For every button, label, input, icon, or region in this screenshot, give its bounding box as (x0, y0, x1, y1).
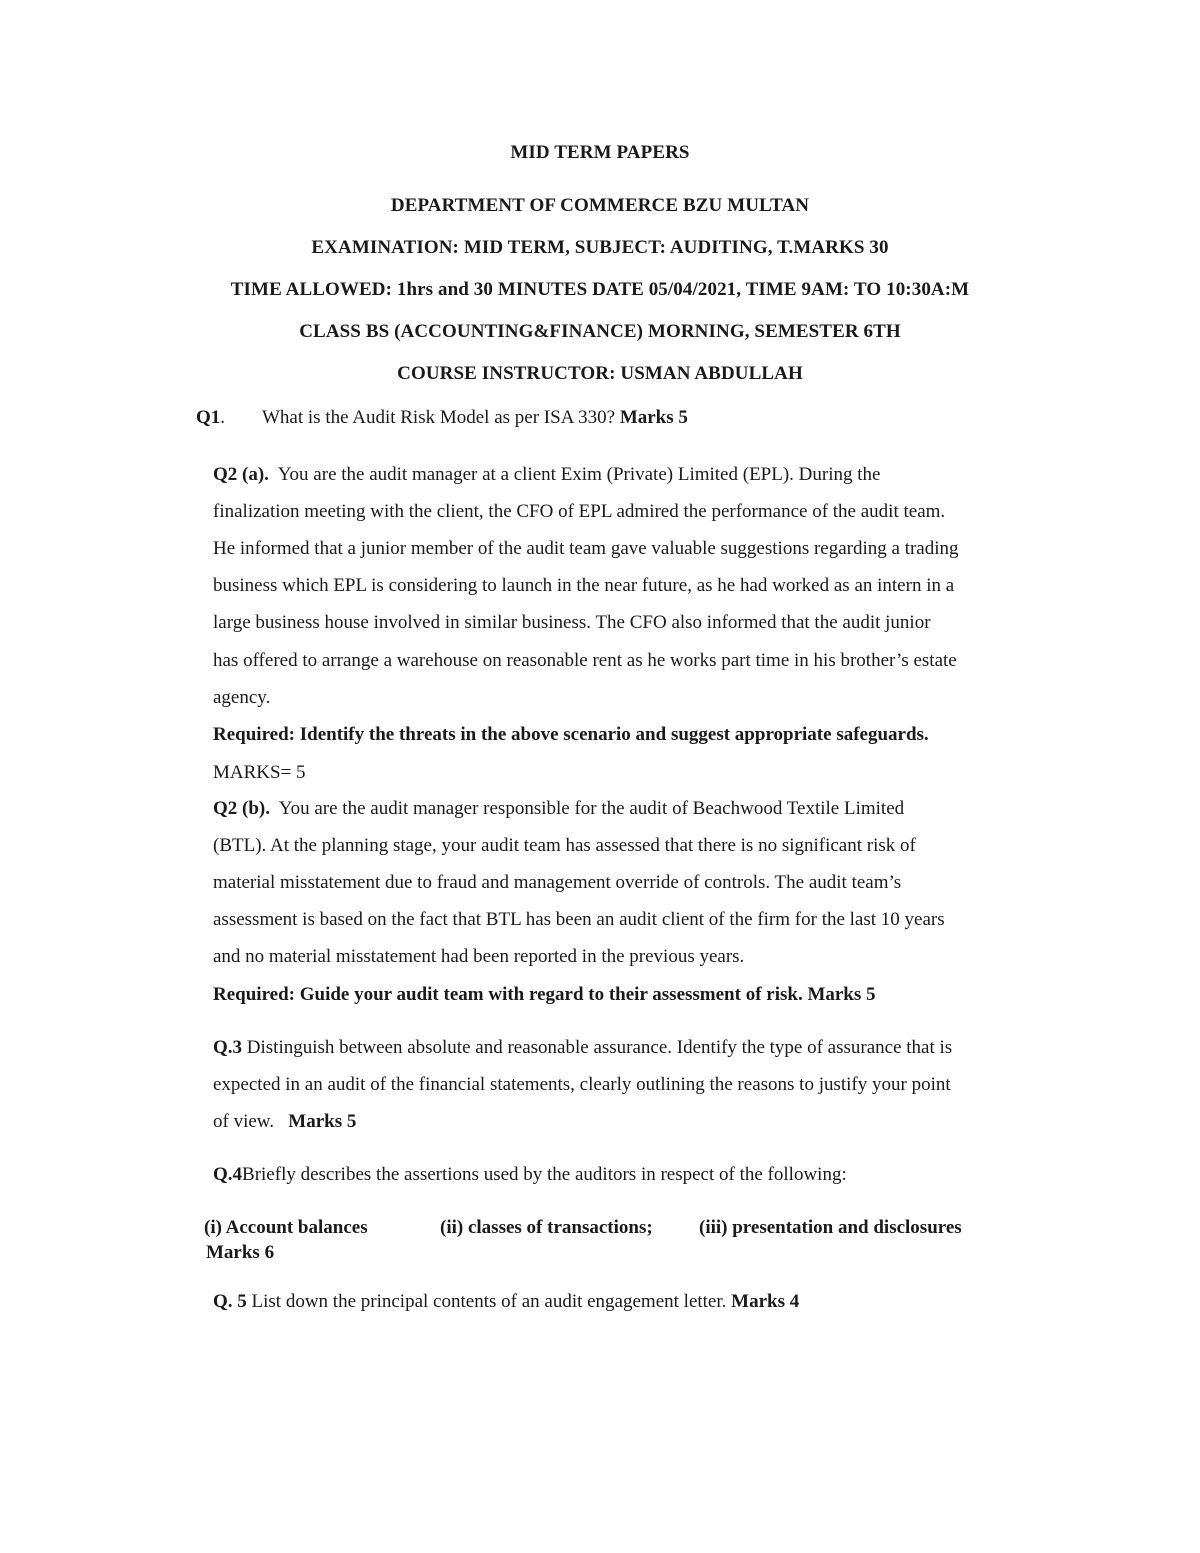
q2b-line: assessment is based on the fact that BTL has been an audit client of the firm for the last 10 years (213, 909, 945, 930)
class-line: CLASS BS (ACCOUNTING&FINANCE) MORNING, SEMESTER 6TH (299, 321, 901, 342)
q3-line: expected in an audit of the financial statements, clearly outlining the reasons to justify your point (213, 1074, 951, 1095)
q5-label: Q. 5 (213, 1291, 247, 1312)
instructor-line: COURSE INSTRUCTOR: USMAN ABDULLAH (397, 363, 803, 384)
q4-label: Q.4 (213, 1164, 243, 1185)
q2a-line: large business house involved in similar business. The CFO also informed that the audit junior (213, 612, 931, 633)
q4-marks: Marks 6 (206, 1242, 275, 1263)
q2b-line: material misstatement due to fraud and management override of controls. The audit team’s (213, 872, 902, 893)
q2b-required: Required: Guide your audit team with regard to their assessment of risk. Marks 5 (213, 984, 876, 1005)
q3-last-line (213, 1111, 356, 1133)
q1-dot: . (220, 407, 226, 428)
q1-label-wrap (196, 407, 225, 429)
q2b-line: You are the audit manager responsible for the audit of Beachwood Textile Limited (278, 798, 905, 819)
q2a-line: finalization meeting with the client, the CFO of EPL admired the performance of the audit team. (213, 501, 946, 522)
q2b-first-line (213, 798, 904, 820)
q1-question (262, 407, 688, 429)
q2a-line: business which EPL is considering to launch in the near future, as he had worked as an intern in a (213, 575, 955, 596)
q4-line (213, 1164, 847, 1186)
q5-marks: Marks 4 (731, 1291, 800, 1312)
q2a-line: has offered to arrange a warehouse on reasonable rent as he works part time in his brother’s estate (213, 650, 957, 671)
q3-label: Q.3 (213, 1037, 243, 1058)
q3-marks: Marks 5 (288, 1111, 357, 1132)
q1-label: Q1 (196, 407, 221, 428)
q2a-line: He informed that a junior member of the audit team gave valuable suggestions regarding a trading (213, 538, 959, 559)
q1-text: What is the Audit Risk Model as per ISA 330? (262, 407, 616, 428)
examination-line: EXAMINATION: MID TERM, SUBJECT: AUDITING, T.MARKS 30 (311, 237, 889, 258)
q2a-required: Required: Identify the threats in the above scenario and suggest appropriate safeguards. (213, 724, 929, 745)
q3-line: Distinguish between absolute and reasonable assurance. Identify the type of assurance that is (246, 1037, 953, 1058)
q2a-marks: MARKS= 5 (213, 762, 306, 783)
q2a-line: agency. (213, 687, 271, 708)
q5-text: List down the principal contents of an audit engagement letter. (251, 1291, 727, 1312)
q2b-line: and no material misstatement had been reported in the previous years. (213, 946, 745, 967)
department-line: DEPARTMENT OF COMMERCE BZU MULTAN (390, 195, 810, 216)
q2b-line: (BTL). At the planning stage, your audit team has assessed that there is no significant risk of (213, 835, 916, 856)
q3-line: of view. (213, 1111, 275, 1132)
q4-text: Briefly describes the assertions used by the auditors in respect of the following: (242, 1164, 847, 1185)
q4-item-2: (ii) classes of transactions; (440, 1217, 653, 1238)
q1-marks: Marks 5 (619, 407, 688, 428)
q4-item-3: (iii) presentation and disclosures (699, 1217, 962, 1238)
q4-item-1: (i) Account balances (204, 1217, 368, 1238)
paper-title: MID TERM PAPERS (510, 142, 690, 163)
q2a-line: You are the audit manager at a client Exim (Private) Limited (EPL). During the (277, 464, 881, 485)
q2b-label: Q2 (b). (213, 798, 270, 819)
q5-line (213, 1291, 799, 1313)
q3-first-line (213, 1037, 952, 1059)
q2a-first-line (213, 464, 880, 486)
time-line: TIME ALLOWED: 1hrs and 30 MINUTES DATE 05/04/2021, TIME 9AM: TO 10:30A:M (230, 279, 970, 300)
q2a-label: Q2 (a). (213, 464, 269, 485)
